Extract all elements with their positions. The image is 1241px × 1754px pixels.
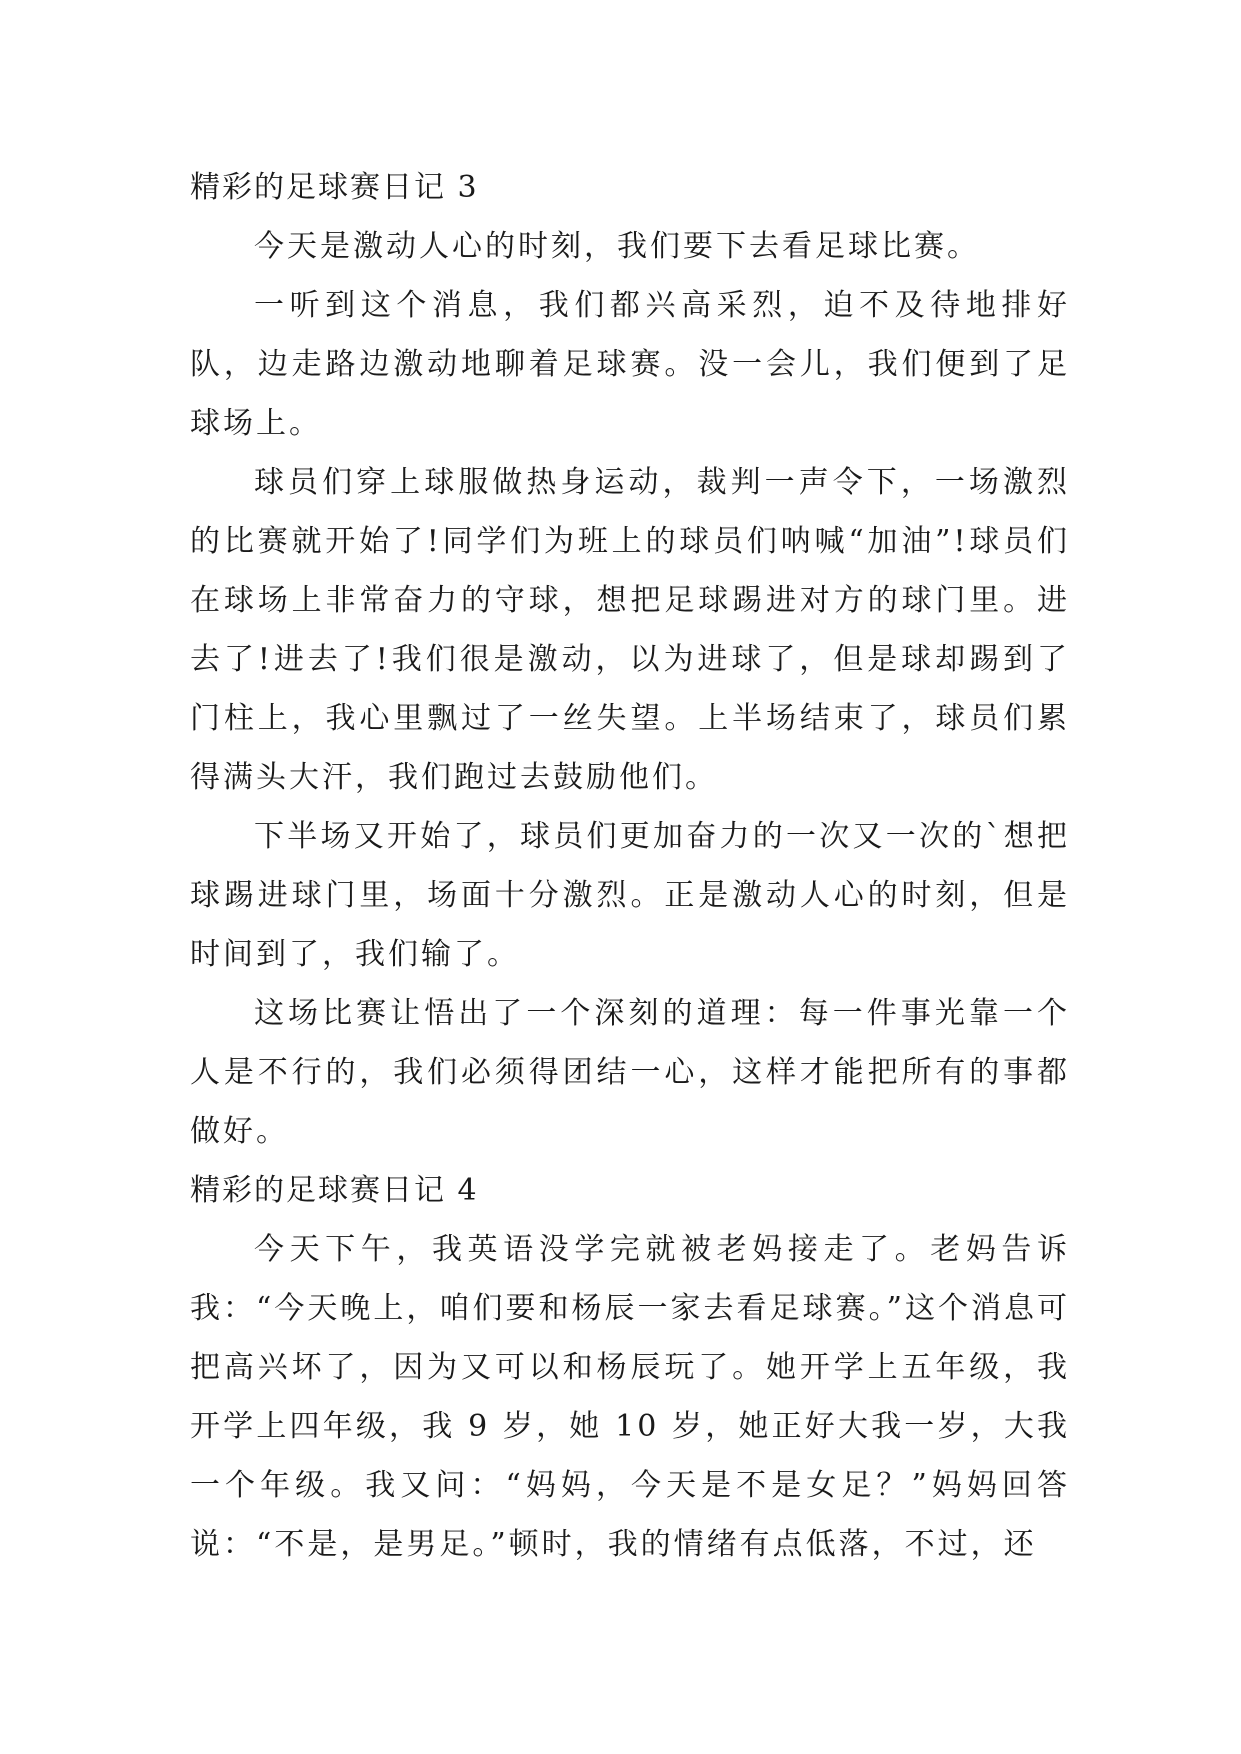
- document-body: [190, 158, 1070, 1574]
- diary-title-3: 精彩的足球赛日记 3: [190, 170, 479, 205]
- paragraph: 今天是激动人心的时刻，我们要下去看足球比赛。: [254, 229, 980, 264]
- paragraph: 下半场又开始了，球员们更加奋力的一次又一次的`想把球踢进球门里，场面十分激烈。正是激动人心的时刻，但是时间到了，我们输了。: [190, 819, 1070, 972]
- paragraph: 球员们穿上球服做热身运动，裁判一声令下，一场激烈的比赛就开始了!同学们为班上的球员们呐喊“加油”!球员们在球场上非常奋力的守球，想把足球踢进对方的球门里。进去了!进去了!我们很是激动，以为进球了，但是球却踢到了门柱上，我心里飘过了一丝失望。上半场结束了，球员们累得满头大汗，我们跑过去鼓励他们。: [190, 465, 1070, 795]
- paragraph: 今天下午，我英语没学完就被老妈接走了。老妈告诉我：“今天晚上，咱们要和杨辰一家去看足球赛。”这个消息可把高兴坏了，因为又可以和杨辰玩了。她开学上五年级，我开学上四年级，我 9 岁，她 10 岁，她正好大我一岁，大我一个年级。我又问：“妈妈，今天是不是女足？”妈妈回答说：“不是，是男足。”顿时，我的情绪有点低落，不过，还: [190, 1232, 1070, 1562]
- paragraph: 这场比赛让悟出了一个深刻的道理：每一件事光靠一个人是不行的，我们必须得团结一心，这样才能把所有的事都做好。: [190, 996, 1070, 1149]
- paragraph: 一听到这个消息，我们都兴高采烈，迫不及待地排好队，边走路边激动地聊着足球赛。没一会儿，我们便到了足球场上。: [190, 288, 1070, 441]
- diary-title-4: 精彩的足球赛日记 4: [190, 1173, 479, 1208]
